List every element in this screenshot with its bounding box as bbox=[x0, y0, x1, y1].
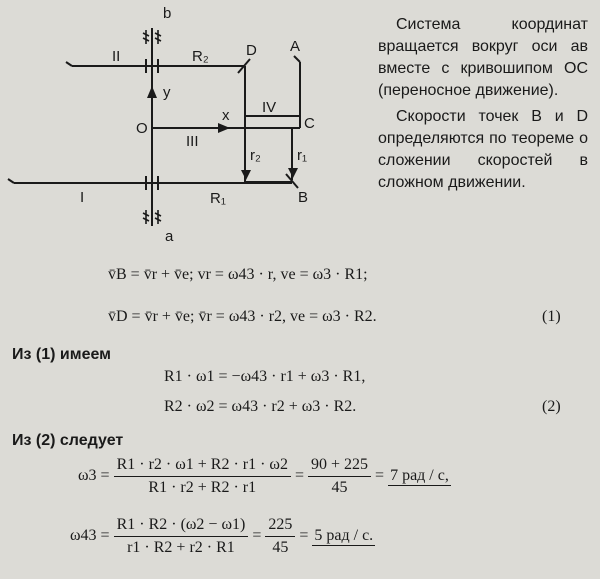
omega3-denominator: R1 · r2 + R2 · r1 bbox=[148, 479, 257, 496]
x-arrow bbox=[218, 123, 230, 133]
equation-vD: v̄D = v̄r + v̄e; v̄r = ω43 · r2, ve = ω3 · R2. bbox=[108, 308, 377, 325]
omega3-lhs: ω3 = bbox=[78, 467, 110, 485]
label-IV: IV bbox=[262, 99, 277, 116]
mechanism-diagram bbox=[0, 0, 370, 250]
label-R1: R₁ bbox=[210, 190, 226, 207]
omega43-answer: 5 рад / с. bbox=[314, 527, 374, 545]
label-R2: R₂ bbox=[192, 48, 209, 65]
label-I: I bbox=[80, 189, 85, 206]
figure-caption bbox=[378, 14, 588, 194]
equation-label-1: (1) bbox=[542, 308, 561, 325]
equation-vB: v̄B = v̄r + v̄e; vr = ω43 · r, ve = ω3 · R1; bbox=[108, 266, 368, 283]
label-a: a bbox=[165, 228, 174, 245]
label-II: II bbox=[112, 48, 121, 65]
from-2-heading: Из (2) следует bbox=[12, 432, 124, 449]
caption-paragraph-2: Скорости точек В и D определяются по теореме о сложении скоростей в сложном движении. bbox=[378, 108, 588, 191]
label-r2: r₂ bbox=[250, 147, 261, 164]
omega3-answer: 7 рад / с, bbox=[390, 467, 449, 485]
label-A: A bbox=[290, 38, 301, 55]
formula-omega43: ω43 = $\frac{R1 \cdot R2 \cdot (\omega 2 - \omega 1)}{r1 \cdot R2 + r2 \cdot R1}$ = $\frac{225}{45}$ = 5 рад / с. bbox=[70, 516, 374, 556]
label-III: III bbox=[186, 133, 199, 150]
label-O: O bbox=[136, 120, 148, 137]
label-D: D bbox=[246, 42, 257, 59]
omega43-numerator: R1 · R2 · (ω2 − ω1) bbox=[114, 516, 249, 537]
omega43-denominator: r1 · R2 + r2 · R1 bbox=[127, 539, 235, 556]
omega3-numerator: R1 · r2 · ω1 + R2 · r1 · ω2 bbox=[114, 456, 291, 477]
label-b: b bbox=[163, 5, 172, 22]
label-y: y bbox=[163, 84, 171, 101]
omega3-fraction-values: $\frac{90 + 225}{45}$ bbox=[308, 456, 371, 497]
equation-label-2: (2) bbox=[542, 398, 561, 415]
formula-omega3: ω3 = $\frac{R1 \cdot r2 \cdot \omega 1 + R2 \cdot r1 \cdot \omega 2}{R1 \cdot r2 + R2 \cdot r1}$ = $\frac{90 + 225}{45}$ = 7 рад / с, bbox=[78, 456, 449, 496]
omega43-fraction-values: $\frac{225}{45}$ bbox=[265, 516, 295, 557]
omega43-fraction bbox=[114, 516, 249, 557]
omega43-lhs: ω43 = bbox=[70, 527, 110, 545]
omega3-fraction bbox=[114, 456, 291, 497]
label-x: x bbox=[222, 107, 230, 124]
caption-paragraph-1: Система координат вращается вокруг оси ав вместе с кривошипом ОС (переносное движение). bbox=[378, 16, 588, 99]
from-1-heading: Из (1) имеем bbox=[12, 346, 111, 363]
label-r1: r₁ bbox=[297, 147, 308, 164]
y-arrow bbox=[147, 86, 157, 98]
system-eq-b: R2 · ω2 = ω43 · r2 + ω3 · R2. bbox=[164, 398, 357, 415]
system-eq-a: R1 · ω1 = −ω43 · r1 + ω3 · R1, bbox=[164, 368, 366, 385]
label-C: C bbox=[304, 115, 315, 132]
label-B: B bbox=[298, 189, 309, 206]
